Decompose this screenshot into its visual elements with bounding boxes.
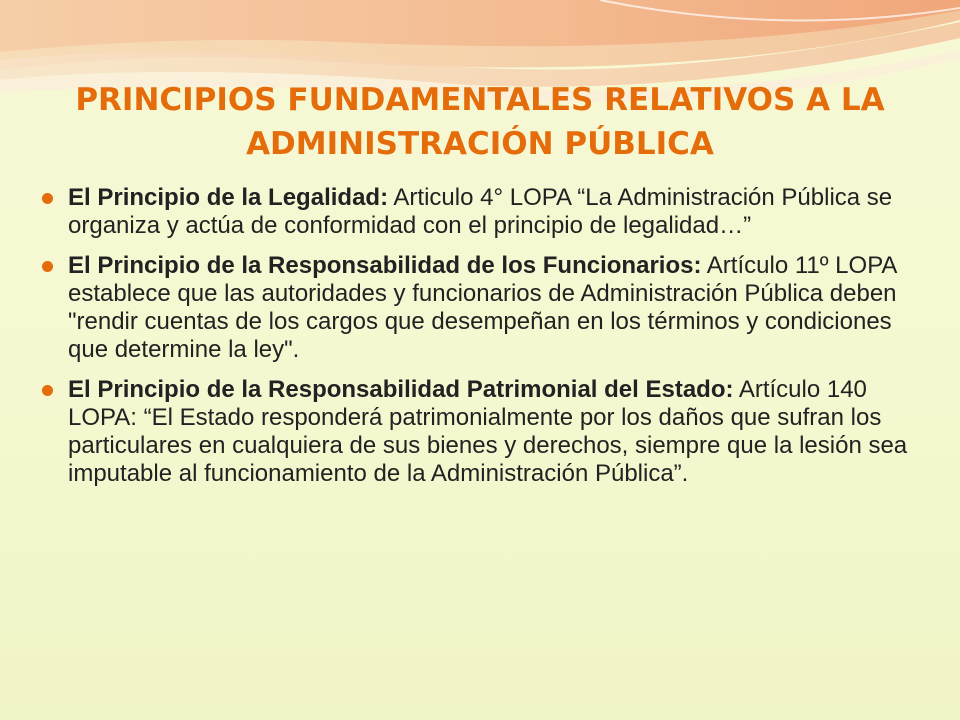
- bullet-responsabilidad-patrimonial: [40, 376, 930, 488]
- bullet-dot-icon: [42, 261, 53, 272]
- bullet-text: Articulo 4° LOPA “La Administración Pública se organiza y actúa de conformidad con el principio de legalidad…”: [68, 184, 893, 239]
- title-line-1: PRINCIPIOS FUNDAMENTALES RELATIVOS A LA: [75, 82, 885, 118]
- bullet-dot-icon: [42, 385, 53, 396]
- title-line-2: ADMINISTRACIÓN PÚBLICA: [246, 126, 714, 162]
- bullet-text: Artículo 11º LOPA establece que las autoridades y funcionarios de Administración Pública deben "rendir cuentas de los cargos que desempeñan en los términos y condiciones que determine la ley".: [68, 252, 897, 363]
- bullet-legalidad: [40, 184, 930, 240]
- bullet-heading: El Principio de la Responsabilidad de los Funcionarios:: [68, 252, 702, 279]
- bullet-heading: El Principio de la Responsabilidad Patrimonial del Estado:: [68, 376, 734, 403]
- bullet-heading: El Principio de la Legalidad:: [68, 184, 389, 211]
- bullet-text: Artículo 140 LOPA: “El Estado responderá patrimonialmente por los daños que sufran los particulares en cualquiera de sus bienes y derechos, siempre que la lesión sea imputable al funcionamiento de la Administración Pública”.: [68, 376, 908, 487]
- bullet-dot-icon: [42, 193, 53, 204]
- slide-title: [60, 78, 900, 166]
- bullet-list: [40, 184, 930, 500]
- bullet-responsabilidad-funcionarios: [40, 252, 930, 364]
